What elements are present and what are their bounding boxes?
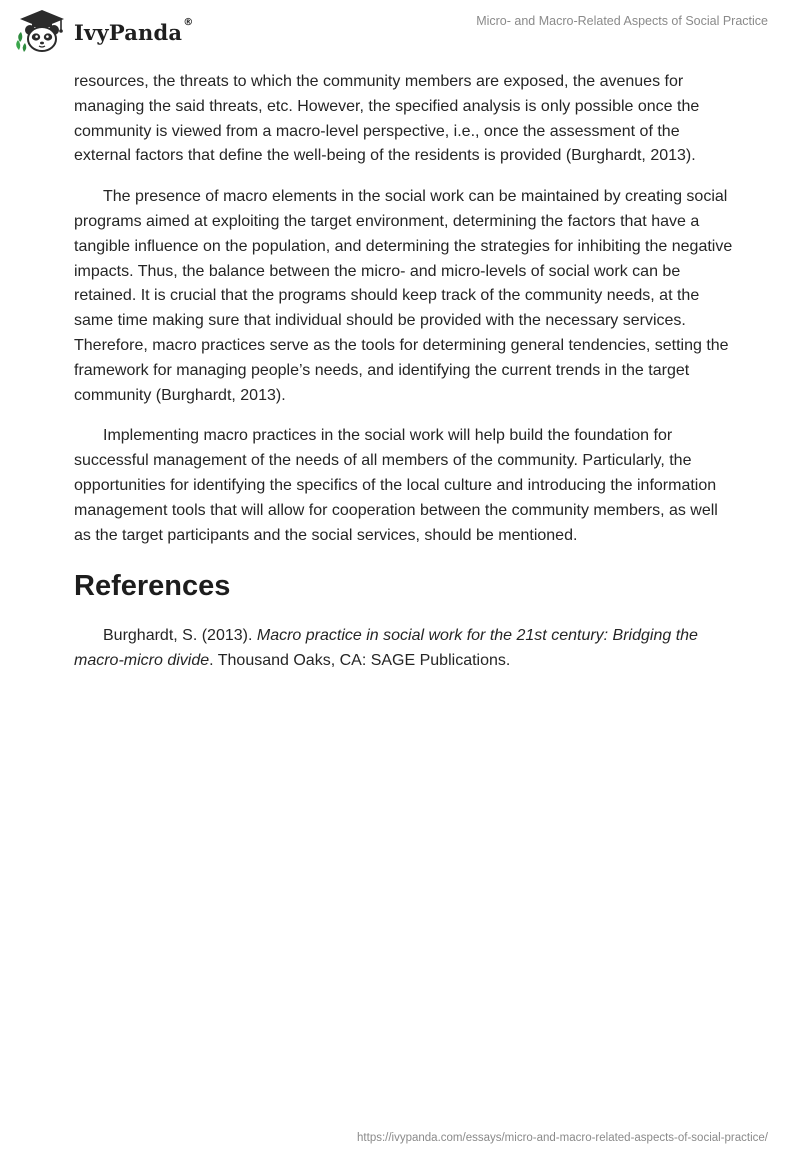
reference-publisher: . Thousand Oaks, CA: SAGE Publications. bbox=[209, 652, 511, 670]
brand-name: IvyPanda bbox=[74, 19, 183, 45]
paragraph: The presence of macro elements in the social work can be maintained by creating social programs aimed at exploiting the target environment, determining the factors that have a tangible influence on the population, and determining the strategies for inhibiting the negative impacts. Thus, the balance between the micro- and micro-levels of social work can be retained. It is crucial that the programs should keep track of the community needs, at the same time making sure that individual should be provided with the necessary services. Therefore, macro practices serve as the tools for determining general tendencies, setting the framework for managing people’s needs, and identifying the current trends in the target community (Burghardt, 2013). bbox=[74, 188, 733, 404]
reference-title: Macro practice in social work for the 21st century: Bridging the macro-micro divide bbox=[74, 627, 698, 670]
source-url[interactable]: https://ivypanda.com/essays/micro-and-macro-related-aspects-of-social-practice/ bbox=[357, 1132, 768, 1144]
reference-entry bbox=[74, 624, 734, 674]
reference-author-year: Burghardt, S. (2013). bbox=[103, 627, 257, 645]
article-body bbox=[74, 70, 734, 674]
paragraph-continuation: resources, the threats to which the community members are exposed, the avenues for managing the said threats, etc. However, the specified analysis is only possible once the community is viewed from a macro-level perspective, i.e., once the assessment of the external factors that define the well-being of the residents is provided (Burghardt, 2013). bbox=[74, 73, 700, 165]
paragraph: Implementing macro practices in the social work will help build the foundation for successful management of the needs of all members of the community. Particularly, the opportunities for identifying the specifics of the local culture and introducing the information management tools that will allow for cooperation between the community members, as well as the target participants and the social services, should be mentioned. bbox=[74, 427, 718, 544]
panda-mascot-icon bbox=[14, 8, 70, 54]
ivypanda-logo[interactable] bbox=[14, 8, 193, 54]
page-header bbox=[0, 0, 800, 60]
registered-mark: ® bbox=[183, 16, 194, 28]
document-title: Micro- and Macro-Related Aspects of Social Practice bbox=[476, 14, 768, 28]
references-heading: References bbox=[74, 570, 231, 603]
